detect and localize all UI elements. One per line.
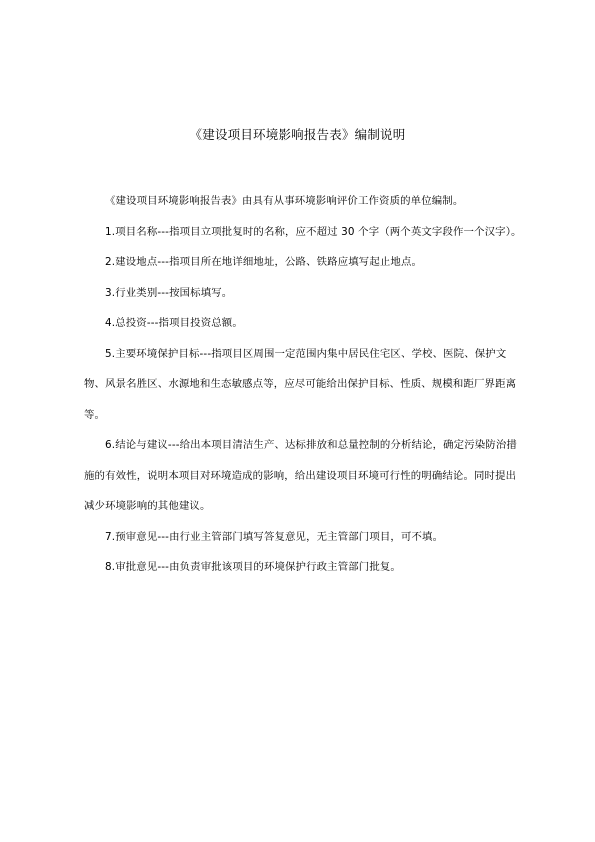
- item-construction-site: 2.建设地点---指项目所在地详细地址，公路、铁路应填写起止地点。: [105, 256, 423, 268]
- item-protection-targets: 5.主要环境保护目标---指项目区周围一定范围内集中居民住宅区、学校、医院、保护文物、风景名胜区、水源地和生态敏感点等，应尽可能给出保护目标、性质、规模和距厂界距离等。: [84, 347, 517, 421]
- item-conclusions-suggestions: 6.结论与建议---给出本项目清洁生产、达标排放和总量控制的分析结论，确定污染防治措施的有效性，说明本项目对环境造成的影响，给出建设项目环境可行性的明确结论。同时提出减少环境影响的其他建议。: [84, 439, 517, 512]
- item-total-investment: 4.总投资---指项目投资总额。: [105, 317, 243, 329]
- document-body: [84, 186, 524, 583]
- item-preliminary-review: 7.预审意见---由行业主管部门填写答复意见，无主管部门项目，可不填。: [105, 530, 444, 543]
- document-title: 《建设项目环境影响报告表》编制说明: [189, 127, 406, 142]
- item-project-name: 1.项目名称---指项目立项批复时的名称，应不超过 30 个字（两个英文字段作一个汉字）。: [105, 225, 522, 238]
- item-industry-category: 3.行业类别---按国标填写。: [105, 286, 233, 299]
- item-approval-opinion: 8.审批意见---由负责审批该项目的环境保护行政主管部门批复。: [105, 561, 401, 573]
- intro-paragraph: 《建设项目环境影响报告表》由具有从事环境影响评价工作资质的单位编制。: [105, 195, 464, 207]
